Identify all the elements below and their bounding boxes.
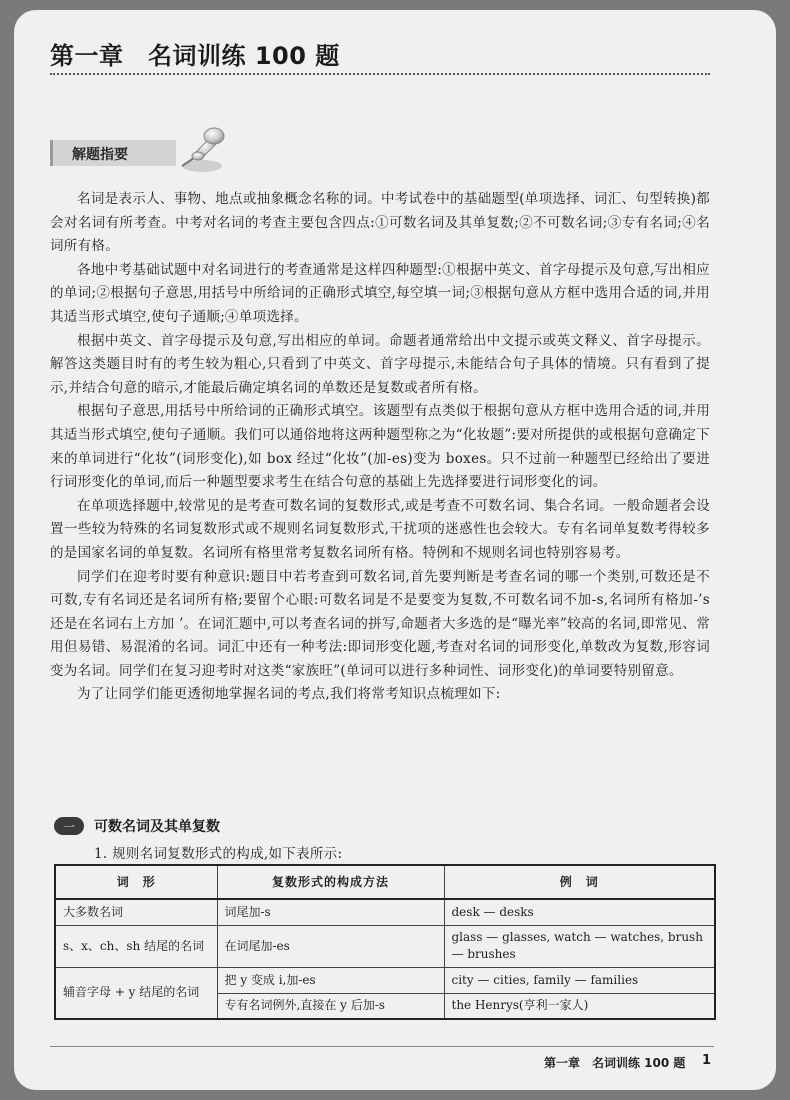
body-text: [50, 188, 710, 707]
table-header-cell: 例 词: [444, 865, 715, 899]
table-row: [55, 925, 715, 967]
table-cell-method: 在词尾加-es: [217, 925, 444, 967]
title-dotted-rule: [50, 73, 710, 75]
footer-rule: [50, 1046, 714, 1047]
section-title: 可数名词及其单复数: [94, 819, 220, 835]
table-header-cell: 词 形: [55, 865, 217, 899]
table-cell-example: the Henrys(亨利一家人): [444, 993, 715, 1019]
table-cell-example: desk — desks: [444, 899, 715, 925]
paragraph: 根据句子意思,用括号中所给词的正确形式填空。该题型有点类似于根据句意从方框中选用合适的词,并用其适当形式填空,使句子通顺。我们可以通俗地将这两种题型称之为“化妆题”:要对所提供的或根据句意确定下来的单词进行“化妆”(词形变化),如 box 经过“化妆”(加-es)变为 boxes。只不过前一种题型已经给出了要进行词形变化的单词,而后一种题型要求考生在结合句意的基础上先选择要进行词形变化的词。: [50, 403, 710, 491]
table-cell-form: s、x、ch、sh 结尾的名词: [55, 925, 217, 967]
table-cell-form: 辅音字母 + y 结尾的名词: [55, 967, 217, 1019]
guide-label: 解题指要: [72, 147, 128, 163]
pushpin-icon: [166, 122, 230, 178]
page-number: 1: [702, 1053, 712, 1068]
section-number-badge: 一: [54, 817, 84, 835]
table-row: [55, 967, 715, 993]
paragraph: 名词是表示人、事物、地点或抽象概念名称的词。中考试卷中的基础题型(单项选择、词汇、句型转换)都会对名词有所考查。中考对名词的考查主要包含四点:①可数名词及其单复数;②不可数名词;③专有名词;④名词所有格。: [50, 191, 710, 255]
table-header-row: [55, 865, 715, 899]
page: [14, 10, 776, 1090]
paragraph: 为了让同学们能更透彻地掌握名词的考点,我们将常考知识点梳理如下:: [77, 686, 501, 703]
plural-rules-table: [54, 864, 716, 1020]
subsection-text: 1. 规则名词复数形式的构成,如下表所示:: [94, 846, 343, 862]
table-header-cell: 复数形式的构成方法: [217, 865, 444, 899]
table-cell-example: glass — glasses, watch — watches, brush — brushes: [444, 925, 715, 967]
table-cell-example: city — cities, family — families: [444, 967, 715, 993]
footer-chapter-title: 第一章 名词训练 100 题: [544, 1056, 686, 1070]
table-cell-form: 大多数名词: [55, 899, 217, 925]
paragraph: 根据中英文、首字母提示及句意,写出相应的单词。命题者通常给出中文提示或英文释义、首字母提示。解答这类题目时有的考生较为粗心,只看到了中英文、首字母提示,未能结合句子具体的情境。只有看到了提示,并结合句意的暗示,才能最后确定填名词的单数还是复数或者所有格。: [50, 332, 710, 396]
table-cell-method: 词尾加-s: [217, 899, 444, 925]
section-heading: [54, 815, 220, 837]
table-row: [55, 899, 715, 925]
paragraph: 各地中考基础试题中对名词进行的考查通常是这样四种题型:①根据中英文、首字母提示及句意,写出相应的单词;②根据句子意思,用括号中所给词的正确形式填空,每空填一词;③根据句意从方框中选用合适的词,并用其适当形式填空,使句子通顺;④单项选择。: [50, 261, 710, 325]
table-cell-method: 把 y 变成 i,加-es: [217, 967, 444, 993]
table-cell-method: 专有名词例外,直接在 y 后加-s: [217, 993, 444, 1019]
chapter-title: 第一章 名词训练 100 题: [50, 42, 340, 70]
paragraph: 在单项选择题中,较常见的是考查可数名词的复数形式,或是考查不可数名词、集合名词。一般命题者会设置一些较为特殊的名词复数形式或不规则名词复数形式,干扰项的迷惑性也会较大。专有名词单复数考得较多的是国家名词的单复数。名词所有格里常考复数名词所有格。特例和不规则名词也特别容易考。: [50, 497, 710, 561]
paragraph: 同学们在迎考时要有种意识:题目中若考查到可数名词,首先要判断是考查名词的哪一个类别,可数还是不可数,专有名词还是名词所有格;要留个心眼:可数名词是不是要变为复数,不可数名词不加-s,名词所有格加-’s 还是在名词右上方加 ’。在词汇题中,可以考查名词的拼写,命题者大多选的是“曝光率”较高的名词,即常见、常用但易错、易混淆的名词。词汇中还有一种考法:即词形变化题,考查对名词的词形变化,单数改为复数,形容词变为名词。同学们在复习迎考时对这类“家族旺”(单词可以进行多种词性、词形变化)的单词要特别留意。: [50, 568, 710, 679]
